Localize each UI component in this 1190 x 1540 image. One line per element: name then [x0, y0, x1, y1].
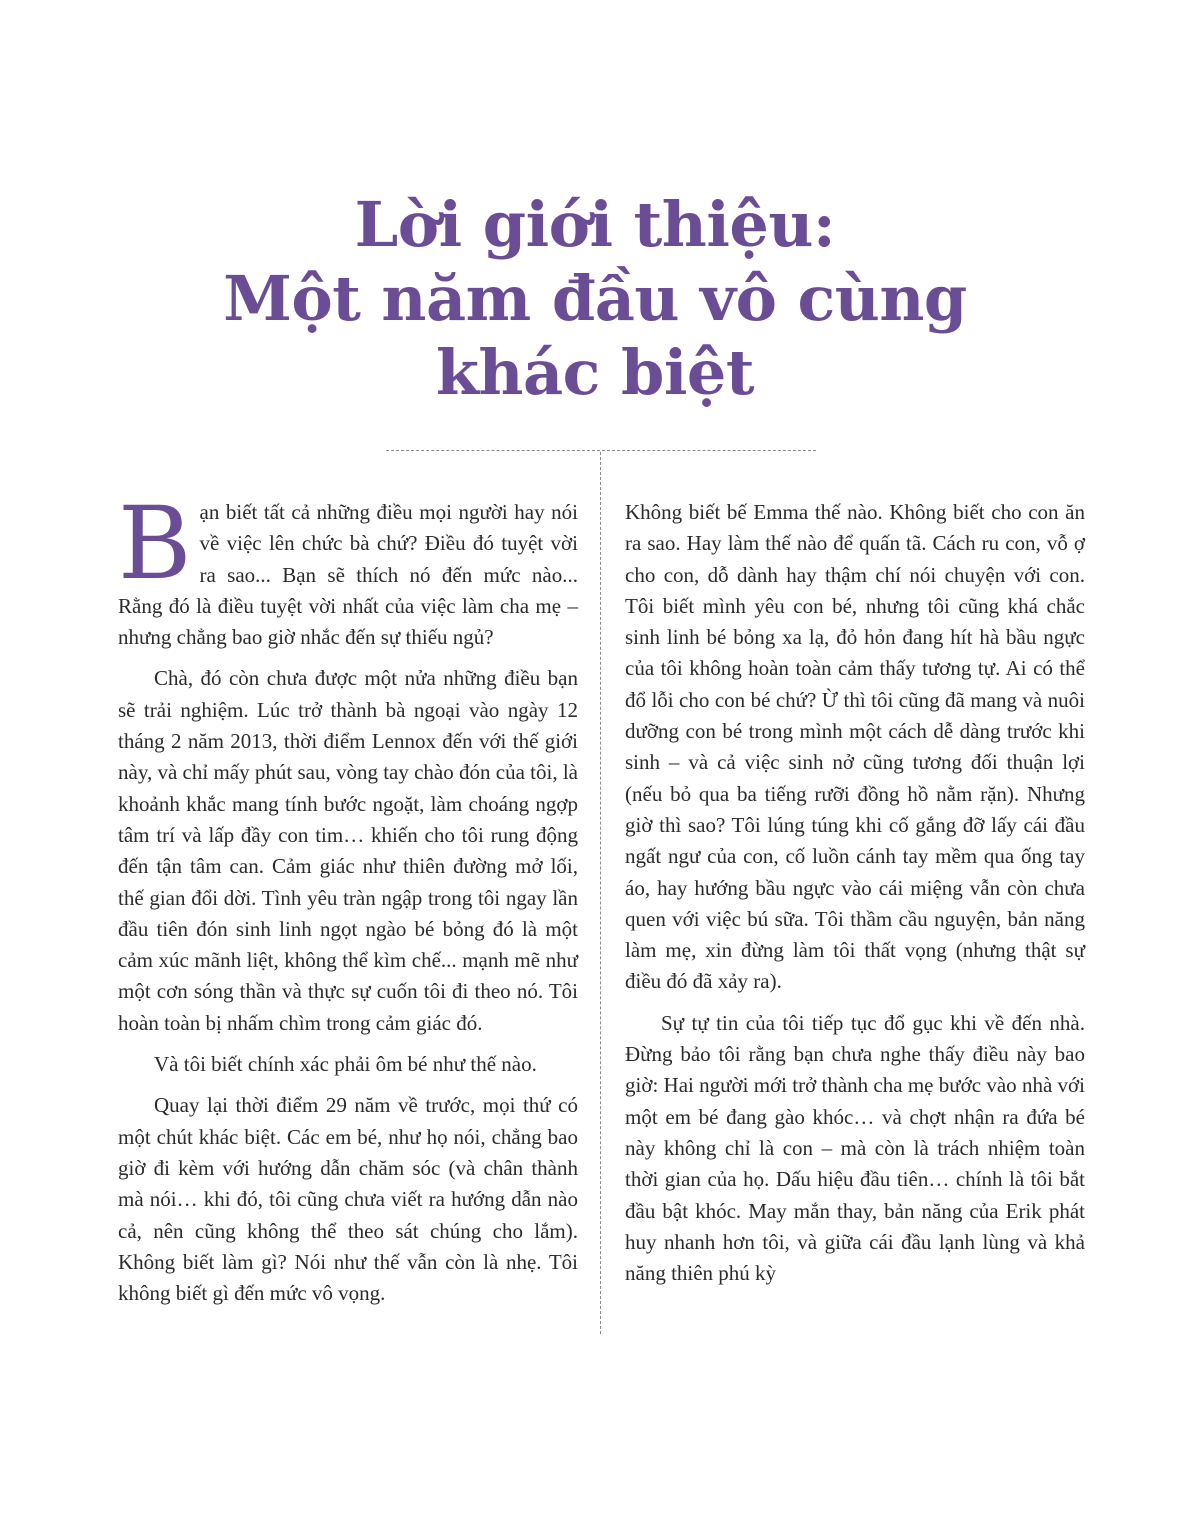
- paragraph: Và tôi biết chính xác phải ôm bé như thế nào.: [154, 1052, 537, 1077]
- column-divider: [600, 452, 601, 1334]
- paragraph: Quay lại thời điểm 29 năm về trước, mọi thứ có một chút khác biệt. Các em bé, như họ nói, chẳng bao giờ đi kèm với hướng dẫn chăm sóc (và chân thành mà nói… khi đó, tôi cũng chưa viết ra hướng dẫn nào cả, nên cũng không thể theo sát chúng cho lắm). Không biết làm gì? Nói như thế vẫn còn là nhẹ. Tôi không biết gì đến mức vô vọng.: [118, 1093, 578, 1306]
- chapter-title-line-3: khác biệt: [435, 336, 755, 409]
- right-column: [625, 497, 1085, 1299]
- left-column: [118, 485, 578, 1319]
- chapter-title: [0, 188, 1190, 410]
- paragraph: [118, 485, 578, 653]
- paragraph: Chà, đó còn chưa được một nửa những điều bạn sẽ trải nghiệm. Lúc trở thành bà ngoại vào ngày 12 tháng 2 năm 2013, thời điểm Lennox đến với thế giới này, và chỉ mấy phút sau, vòng tay chào đón của tôi, là khoảnh khắc mang tính bước ngoặt, làm choáng ngợp tâm trí và lấp đầy con tim… khiến cho tôi rung động đến tận tâm can. Cảm giác như thiên đường mở lối, thế gian đổi dời. Tình yêu tràn ngập trong tôi ngay lần đầu tiên đón sinh linh ngọt ngào bé bỏng đó là một cảm xúc mãnh liệt, không thể kìm chế... mạnh mẽ như một cơn sóng thần và thực sự cuốn tôi đi theo nó. Tôi hoàn toàn bị nhấm chìm trong cảm giác đó.: [118, 666, 578, 1035]
- drop-cap: B: [118, 485, 192, 602]
- title-divider: [386, 450, 816, 451]
- paragraph-text: ạn biết tất cả những điều mọi người hay nói về việc lên chức bà chứ? Điều đó tuyệt vời ra sao... Bạn sẽ thích nó đến mức nào... Rằng đó là điều tuyệt vời nhất của việc làm cha mẹ – nhưng chẳng bao giờ nhắc đến sự thiếu ngủ?: [118, 500, 578, 650]
- paragraph-continued: Không biết bế Emma thế nào. Không biết cho con ăn ra sao. Hay làm thế nào để quấn tã. Cách ru con, vỗ ợ cho con, dỗ dành hay thậm chí nói chuyện với con. Tôi biết mình yêu con bé, nhưng tôi cũng khá chắc sinh linh bé bỏng xa lạ, đỏ hỏn đang hít hà bầu ngực của tôi không hoàn toàn cảm thấy tương tự. Ai có thể đổ lỗi cho con bé chứ? Ừ thì tôi cũng đã mang và nuôi dưỡng con bé trong mình một cách dễ dàng trước khi sinh – và cả việc sinh nở cũng tương đối thuận lợi (nếu bỏ qua ba tiếng rưỡi đồng hồ nằm rặn). Nhưng giờ thì sao? Tôi lúng túng khi cố gắng đỡ lấy cái đầu ngất ngư của con, cố luồn cánh tay mềm qua ống tay áo, hay hướng bầu ngực vào cái miệng vẫn còn chưa quen với việc bú sữa. Tôi thầm cầu nguyện, bản năng làm mẹ, xin đừng làm tôi thất vọng (nhưng thật sự điều đó đã xảy ra).: [625, 500, 1085, 994]
- paragraph: Sự tự tin của tôi tiếp tục đổ gục khi về đến nhà. Đừng bảo tôi rằng bạn chưa nghe thấy điều này bao giờ: Hai người mới trở thành cha mẹ bước vào nhà với một em bé đang gào khóc… và chợt nhận ra đứa bé này không chỉ là con – mà còn là trách nhiệm toàn thời gian của họ. Dấu hiệu đầu tiên… chính là tôi bắt đầu bật khóc. May mắn thay, bản năng của Erik phát huy nhanh hơn tôi, và giữa cái đầu lạnh lùng và khả năng thiên phú kỳ: [625, 1010, 1085, 1286]
- chapter-title-line-1: Lời giới thiệu:: [354, 188, 836, 261]
- chapter-title-line-2: Một năm đầu vô cùng: [223, 262, 967, 335]
